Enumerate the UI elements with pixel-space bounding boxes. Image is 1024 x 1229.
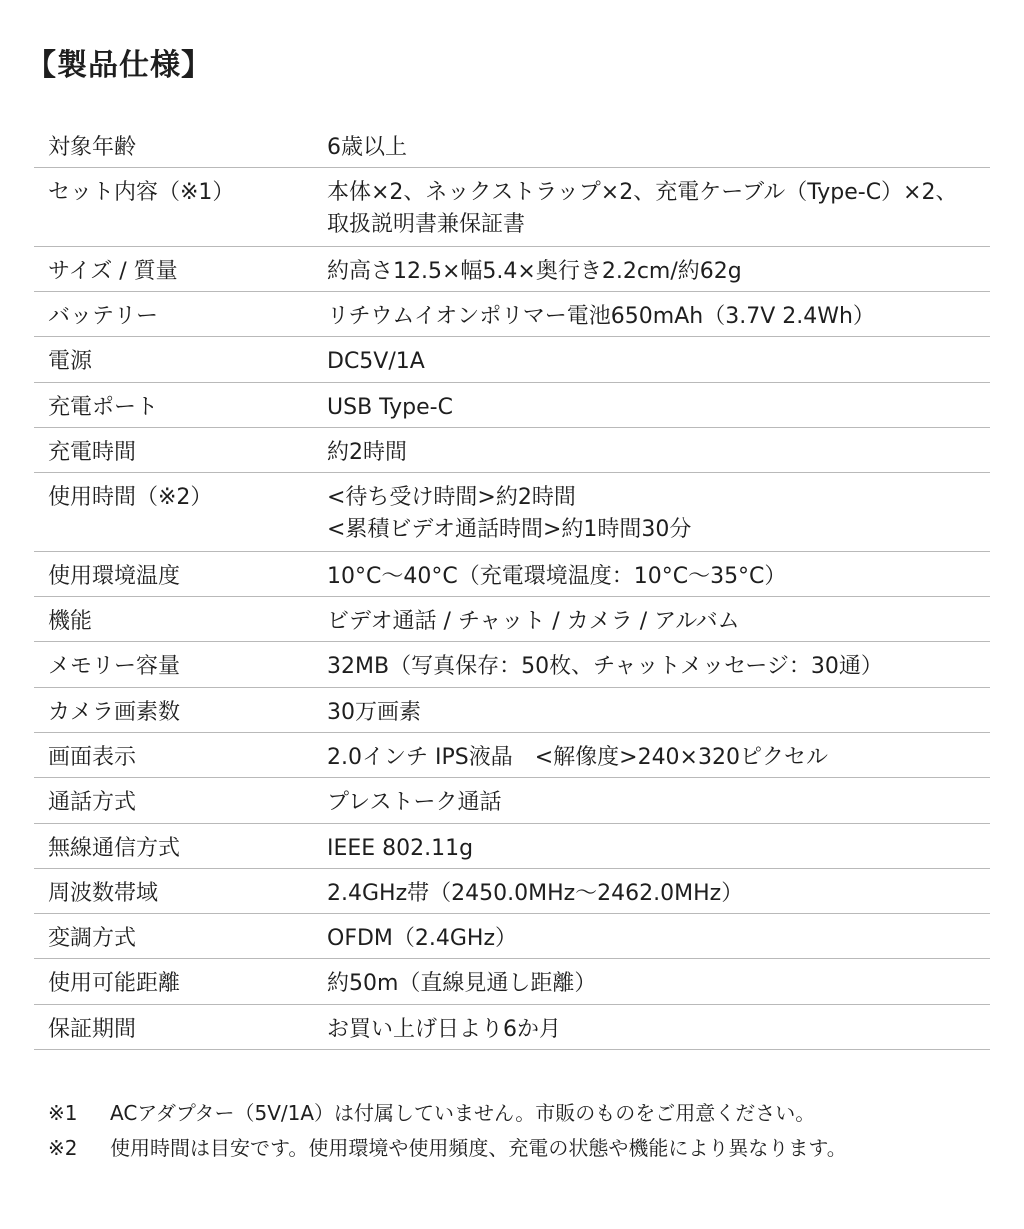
spec-label: 充電時間 xyxy=(48,439,137,465)
spec-value xyxy=(327,256,990,288)
spec-value-line: OFDM（2.4GHz） xyxy=(327,926,518,952)
spec-row xyxy=(34,642,990,687)
spec-value xyxy=(327,301,990,333)
footnote xyxy=(48,1131,998,1166)
spec-value xyxy=(327,392,990,424)
spec-label: 通話方式 xyxy=(48,790,137,816)
spec-label: カメラ画素数 xyxy=(48,699,181,725)
spec-value-line: 30万画素 xyxy=(327,699,421,725)
spec-row xyxy=(34,123,990,168)
spec-row xyxy=(34,869,990,914)
spec-value xyxy=(327,1014,990,1046)
spec-label: 使用時間（※2） xyxy=(48,485,213,511)
spec-value-line: ビデオ通話 / チャット / カメラ / アルバム xyxy=(327,609,740,635)
spec-value xyxy=(327,742,990,774)
spec-label: バッテリー xyxy=(48,304,159,330)
spec-row xyxy=(34,292,990,337)
footnote-mark: ※2 xyxy=(48,1136,78,1160)
spec-row xyxy=(34,168,990,247)
spec-row xyxy=(34,824,990,869)
spec-value-line: お買い上げ日より6か月 xyxy=(327,1016,561,1042)
spec-value-line: 6歳以上 xyxy=(327,135,407,160)
spec-value-line: 10°C〜40°C（充電環境温度：10°C〜35°C） xyxy=(327,563,787,589)
spec-value xyxy=(327,833,990,865)
spec-value-line: 2.0インチ IPS液晶 <解像度>240×320ピクセル xyxy=(327,744,828,770)
spec-value xyxy=(327,878,990,910)
spec-row xyxy=(34,247,990,292)
spec-row xyxy=(34,473,990,552)
spec-row xyxy=(34,337,990,382)
spec-row xyxy=(34,959,990,1004)
spec-label: 電源 xyxy=(48,349,93,375)
spec-label: 保証期間 xyxy=(48,1016,137,1042)
spec-value-line: USB Type-C xyxy=(327,394,453,420)
spec-row xyxy=(34,552,990,597)
spec-value xyxy=(327,437,990,469)
footnotes xyxy=(48,1096,998,1166)
footnote xyxy=(48,1096,998,1131)
spec-label: 対象年齢 xyxy=(48,135,137,160)
spec-value xyxy=(327,561,990,593)
spec-row xyxy=(34,733,990,778)
footnote-text: 使用時間は目安です。使用環境や使用頻度、充電の状態や機能により異なります。 xyxy=(110,1136,847,1160)
page-title: 【製品仕様】 xyxy=(26,48,212,83)
spec-value-line: <待ち受け時間>約2時間 xyxy=(327,485,576,511)
spec-row xyxy=(34,383,990,428)
spec-value xyxy=(327,482,990,546)
spec-row xyxy=(34,1005,990,1050)
spec-value xyxy=(327,132,990,164)
spec-row xyxy=(34,688,990,733)
spec-row xyxy=(34,597,990,642)
spec-value-line: DC5V/1A xyxy=(327,349,425,375)
spec-value xyxy=(327,787,990,819)
spec-value xyxy=(327,651,990,683)
spec-value-line: <累積ビデオ通話時間>約1時間30分 xyxy=(327,517,692,543)
spec-label: 使用可能距離 xyxy=(48,971,181,997)
spec-value-line: 32MB（写真保存：50枚、チャットメッセージ：30通） xyxy=(327,654,883,680)
spec-label: サイズ / 質量 xyxy=(48,258,178,284)
spec-row xyxy=(34,914,990,959)
spec-value-line: リチウムイオンポリマー電池650mAh（3.7V 2.4Wh） xyxy=(327,304,875,330)
spec-value-line: 2.4GHz帯（2450.0MHz〜2462.0MHz） xyxy=(327,880,744,906)
spec-label: 周波数帯域 xyxy=(48,880,159,906)
spec-label: 変調方式 xyxy=(48,926,137,952)
spec-value xyxy=(327,697,990,729)
spec-value-line: 本体×2、ネックストラップ×2、充電ケーブル（Type-C）×2、 xyxy=(327,180,958,206)
footnote-text: ACアダプター（5V/1A）は付属していません。市販のものをご用意ください。 xyxy=(110,1101,816,1125)
spec-value-line: 約2時間 xyxy=(327,439,407,465)
spec-label: セット内容（※1） xyxy=(48,180,235,206)
spec-label: 使用環境温度 xyxy=(48,563,181,589)
spec-value xyxy=(327,346,990,378)
spec-label: 充電ポート xyxy=(48,394,159,420)
spec-value xyxy=(327,923,990,955)
spec-value xyxy=(327,968,990,1000)
spec-row xyxy=(34,778,990,823)
spec-value-line: IEEE 802.11g xyxy=(327,835,474,861)
spec-table xyxy=(34,123,990,1050)
footnote-mark: ※1 xyxy=(48,1101,78,1125)
spec-value xyxy=(327,177,990,241)
spec-label: 機能 xyxy=(48,609,93,635)
spec-label: メモリー容量 xyxy=(48,654,181,680)
spec-value-line: プレストーク通話 xyxy=(327,790,502,816)
spec-label: 画面表示 xyxy=(48,744,137,770)
spec-value-line: 約高さ12.5×幅5.4×奥行き2.2cm/約62g xyxy=(327,258,742,284)
spec-value xyxy=(327,606,990,638)
spec-row xyxy=(34,428,990,473)
spec-value-line: 約50m（直線見通し距離） xyxy=(327,971,597,997)
spec-value-line: 取扱説明書兼保証書 xyxy=(327,212,526,238)
spec-label: 無線通信方式 xyxy=(48,835,181,861)
